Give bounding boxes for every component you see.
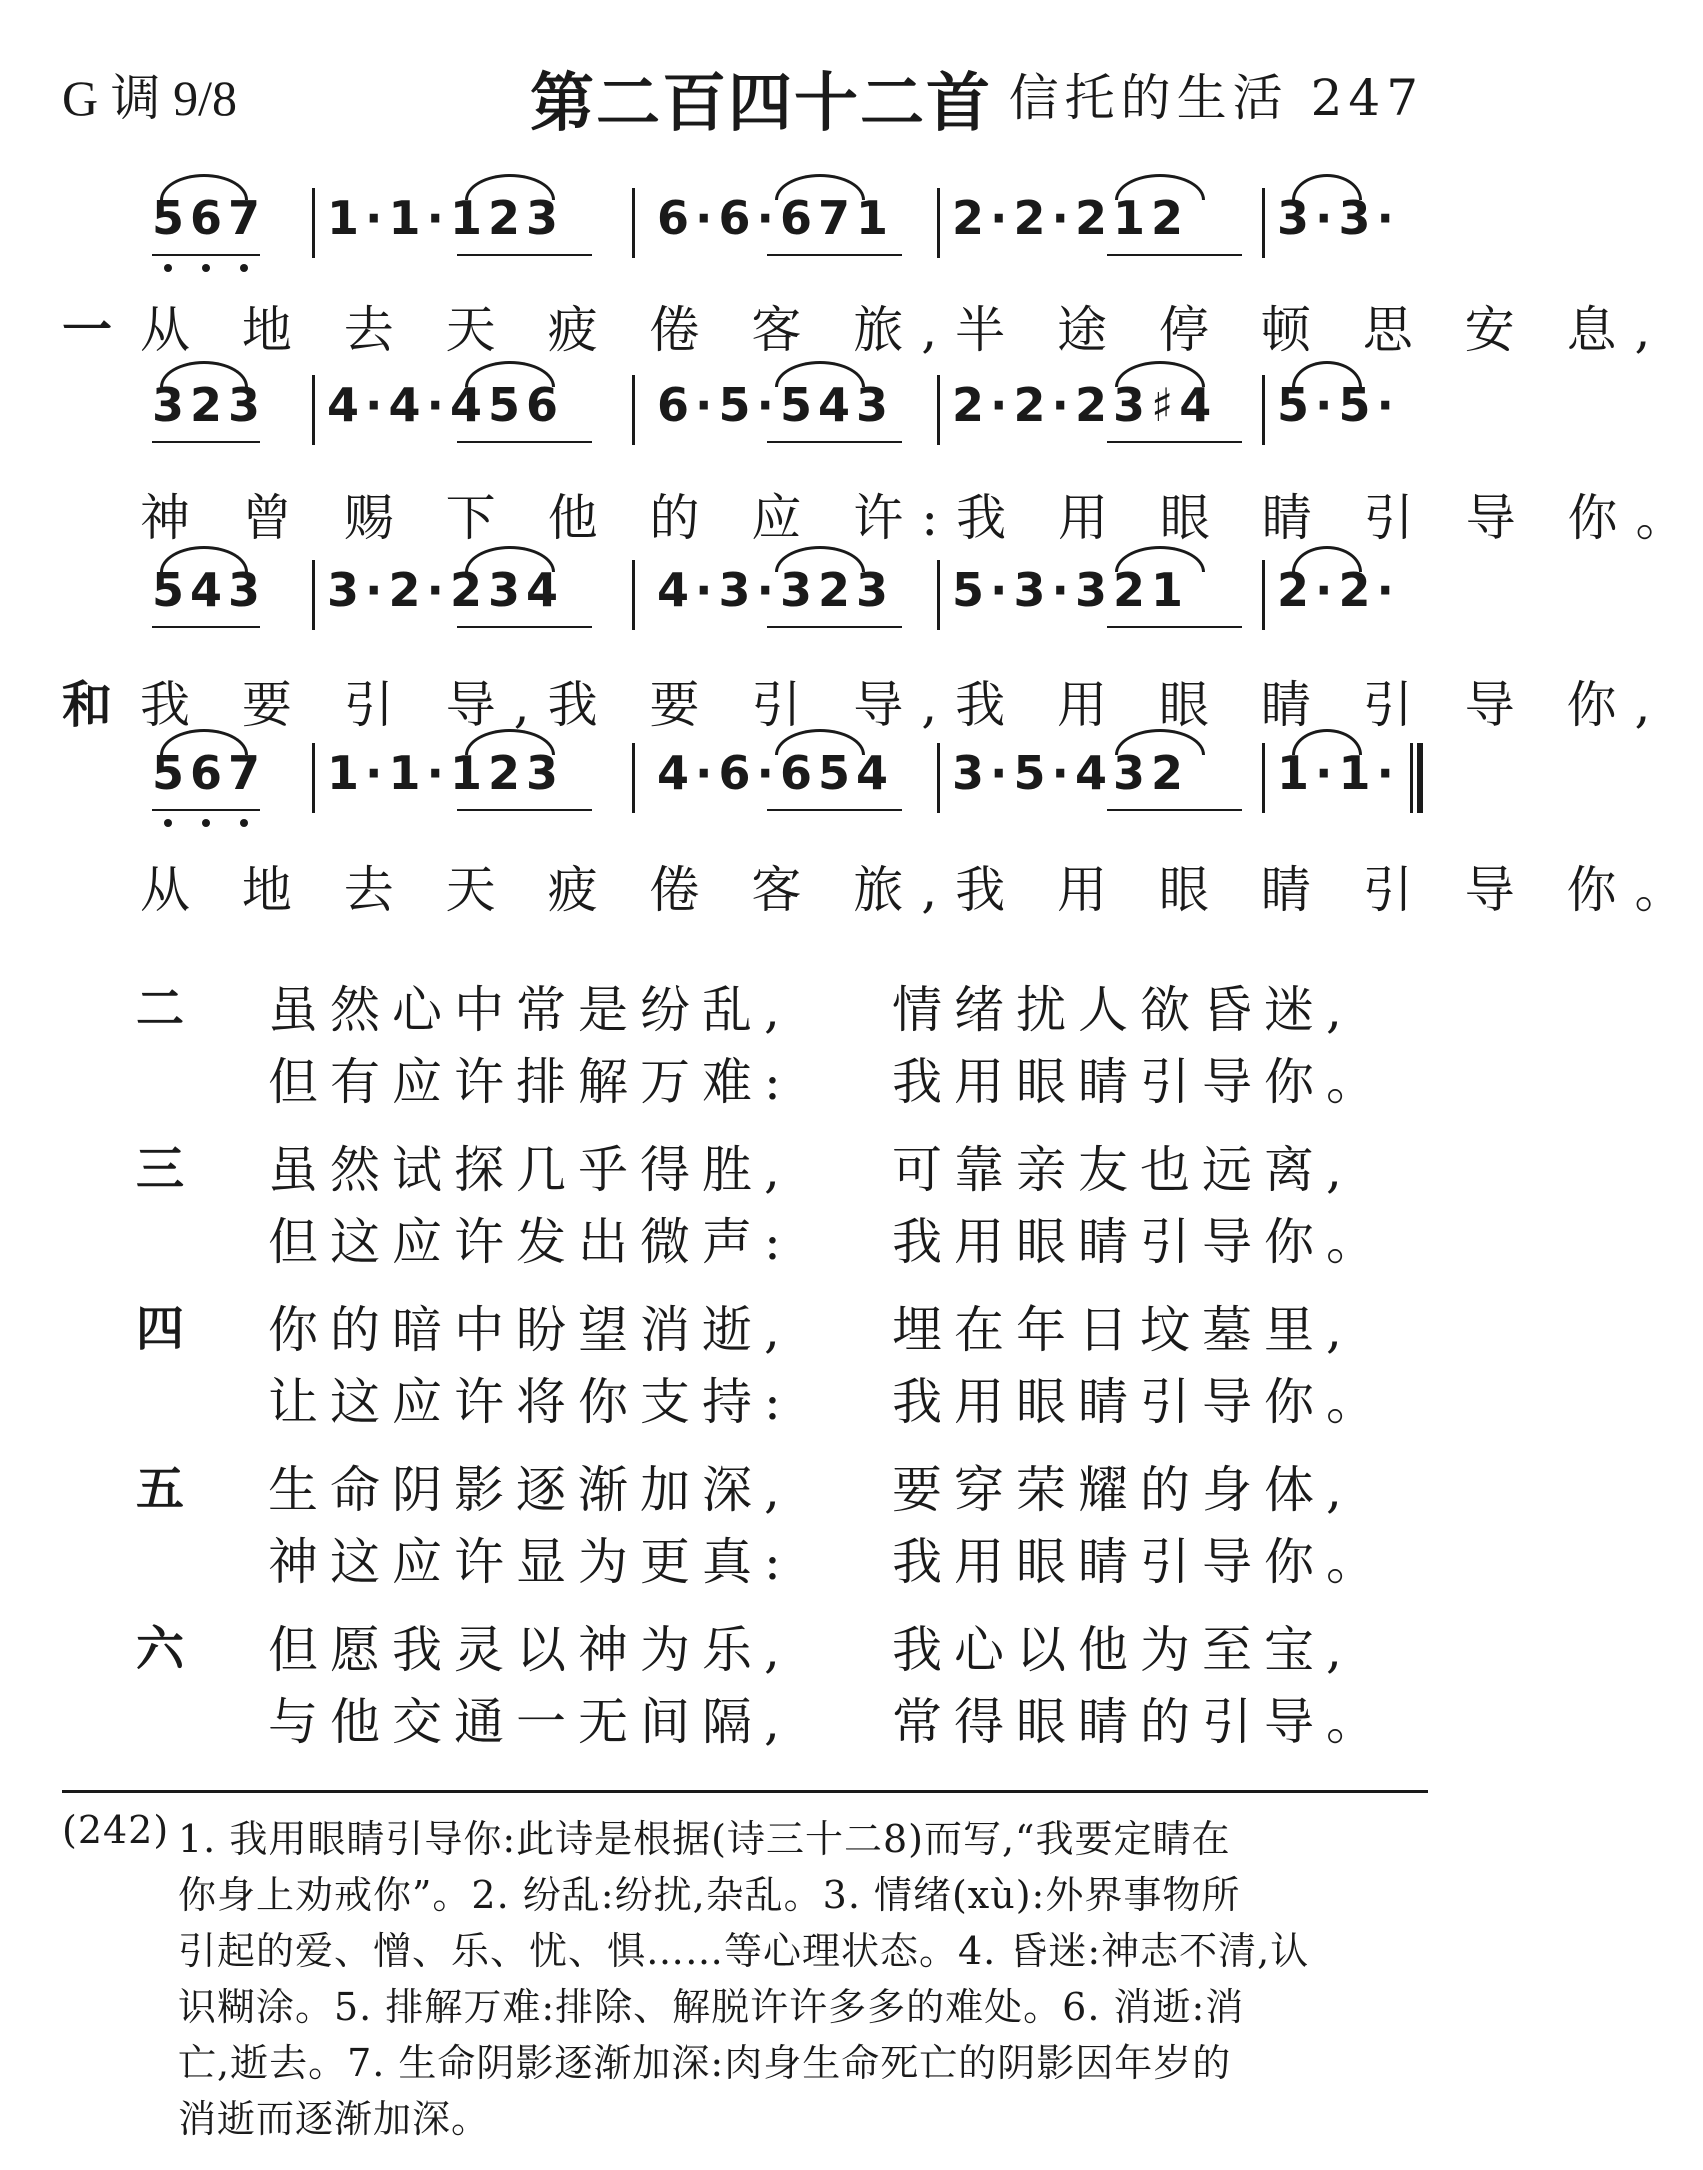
footnote-line: 消逝而逐渐加深。 [178, 2097, 491, 2141]
beam-line [767, 441, 902, 443]
verse-line: 要穿荣耀的身体, [892, 1461, 1354, 1519]
bar-line [937, 375, 940, 445]
bar-line [937, 188, 940, 258]
footnote-divider [62, 1790, 1428, 1793]
verse-number: 四 [136, 1301, 185, 1357]
octave-dot [240, 264, 248, 272]
footnote-line: 识糊涂。5. 排解万难:排除、解脱许许多多的难处。6. 消逝:消 [178, 1985, 1245, 2029]
verse-line: 情绪扰人欲昏迷, [892, 981, 1354, 1039]
score-row [152, 178, 1422, 258]
verse-line: 你的暗中盼望消逝, [268, 1301, 792, 1359]
bar-line [312, 188, 315, 258]
bar-line [1262, 188, 1265, 258]
verse-line: 埋在年日坟墓里, [892, 1301, 1354, 1359]
measure: 323 [152, 378, 267, 432]
measure: 2·2·212 [952, 191, 1189, 245]
lyric-line: 神 曾 赐 下 他 的 应 许:我 用 眼 睛 引 导 你。 [140, 489, 1703, 547]
beam-line [767, 809, 902, 811]
measure: 3·3· [1277, 191, 1400, 245]
footnote-line: 亡,逝去。7. 生命阴影逐渐加深:肉身生命死亡的阴影因年岁的 [178, 2041, 1232, 2085]
beam-line [152, 626, 260, 628]
bar-line [937, 560, 940, 630]
verse-line: 生命阴影逐渐加深, [268, 1461, 792, 1519]
lyric-line: 我 要 引 导,我 要 引 导,我 用 眼 睛 引 导 你, [140, 676, 1669, 734]
octave-dot [164, 819, 172, 827]
beam-line [767, 626, 902, 628]
beam-line [457, 626, 592, 628]
verse-label: 一 [62, 301, 112, 359]
beam-line [152, 441, 260, 443]
verse-line: 我用眼睛引导你。 [892, 1373, 1388, 1431]
bar-line [312, 375, 315, 445]
measure: 2·2·23♯4 [952, 378, 1218, 432]
score-row [152, 733, 1422, 813]
measure: 5·3·321 [952, 563, 1189, 617]
measure: 1·1·123 [327, 191, 564, 245]
measure: 3·2·234 [327, 563, 564, 617]
bar-line [632, 188, 635, 258]
beam-line [152, 809, 260, 811]
verse-line: 但有应许排解万难: [268, 1053, 793, 1111]
verse-line: 常得眼睛的引导。 [892, 1693, 1388, 1751]
beam-line [457, 809, 592, 811]
measure: 567 [152, 191, 267, 245]
bar-line [937, 743, 940, 813]
bar-line [312, 560, 315, 630]
measure: 1·1· [1277, 746, 1400, 800]
measure: 1·1·123 [327, 746, 564, 800]
verse-line: 我用眼睛引导你。 [892, 1213, 1388, 1271]
bar-line [312, 743, 315, 813]
measure: 6·5·543 [657, 378, 894, 432]
measure: 543 [152, 563, 267, 617]
verse-line: 我用眼睛引导你。 [892, 1053, 1388, 1111]
verse-number: 三 [136, 1141, 185, 1197]
verse-line: 神这应许显为更真: [268, 1533, 793, 1591]
verse-number: 六 [136, 1621, 185, 1677]
verse-line: 我心以他为至宝, [892, 1621, 1354, 1679]
measure: 4·3·323 [657, 563, 894, 617]
measure: 3·5·432 [952, 746, 1189, 800]
score-row [152, 550, 1422, 630]
verse-line: 让这应许将你支持: [268, 1373, 793, 1431]
lyric-line: 从 地 去 天 疲 倦 客 旅,我 用 眼 睛 引 导 你。 [140, 861, 1703, 919]
measure: 567 [152, 746, 267, 800]
bar-line [632, 560, 635, 630]
verse-label: 和 [62, 676, 112, 734]
octave-dot [202, 264, 210, 272]
beam-line [767, 254, 902, 256]
lyric-line: 从 地 去 天 疲 倦 客 旅,半 途 停 顿 思 安 息, [140, 301, 1669, 359]
measure: 4·6·654 [657, 746, 894, 800]
bar-line [1262, 375, 1265, 445]
octave-dot [164, 264, 172, 272]
measure: 4·4·456 [327, 378, 564, 432]
measure: 2·2· [1277, 563, 1400, 617]
key-signature: G 调 9/8 [62, 70, 237, 126]
measure: 6·6·671 [657, 191, 894, 245]
category-page: 信托的生活 247 [1008, 69, 1424, 127]
bar-line [1262, 743, 1265, 813]
verse-line: 但这应许发出微声: [268, 1213, 793, 1271]
beam-line [152, 254, 260, 256]
verse-line: 我用眼睛引导你。 [892, 1533, 1388, 1591]
beam-line [457, 441, 592, 443]
octave-dot [240, 819, 248, 827]
octave-dot [202, 819, 210, 827]
beam-line [1107, 626, 1242, 628]
verse-line: 可靠亲友也远离, [892, 1141, 1354, 1199]
bar-line [632, 375, 635, 445]
footnote-number: (242) [62, 1808, 170, 1852]
verse-line: 虽然心中常是纷乱, [268, 981, 792, 1039]
score-row [152, 365, 1422, 445]
beam-line [457, 254, 592, 256]
bar-line [632, 743, 635, 813]
verse-line: 虽然试探几乎得胜, [268, 1141, 792, 1199]
verse-line: 但愿我灵以神为乐, [268, 1621, 792, 1679]
final-bar-line [1410, 743, 1419, 813]
verse-number: 五 [136, 1461, 185, 1517]
footnote-line: 引起的爱、憎、乐、忧、惧……等心理状态。4. 昏迷:神志不清,认 [178, 1929, 1310, 1973]
footnote-line: 你身上劝戒你”。2. 纷乱:纷扰,杂乱。3. 情绪(xù):外界事物所 [178, 1873, 1241, 1917]
verse-line: 与他交通一无间隔, [268, 1693, 792, 1751]
beam-line [1107, 254, 1242, 256]
hymn-title: 第二百四十二首 [530, 67, 992, 141]
verse-number: 二 [136, 981, 185, 1037]
measure: 5·5· [1277, 378, 1400, 432]
beam-line [1107, 441, 1242, 443]
beam-line [1107, 809, 1242, 811]
footnote-line: 1. 我用眼睛引导你:此诗是根据(诗三十二8)而写,“我要定睛在 [178, 1817, 1231, 1861]
bar-line [1262, 560, 1265, 630]
